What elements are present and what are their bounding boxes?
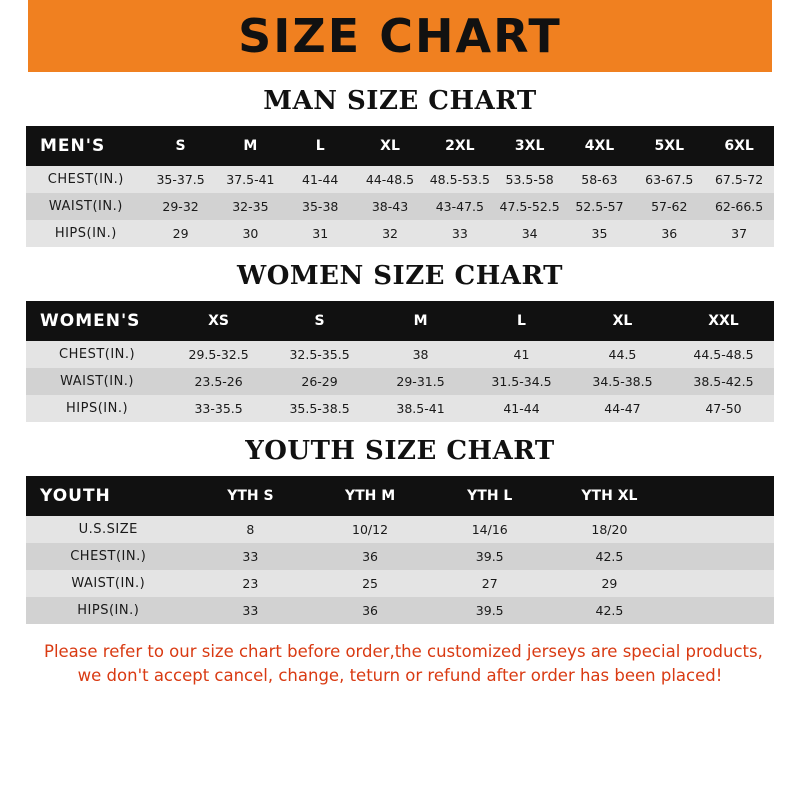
page-title: SIZE CHART [238, 9, 562, 63]
men-col-header-4: 2XL [425, 126, 495, 166]
women-cell-1-4: 34.5-38.5 [572, 368, 673, 395]
men-size-table [26, 126, 774, 247]
youth-cell-1-2: 39.5 [430, 543, 550, 570]
women-cell-0-5: 44.5-48.5 [673, 341, 774, 368]
women-col-header-5: XXL [673, 301, 774, 341]
header-band [0, 0, 800, 72]
women-cell-1-1: 26-29 [269, 368, 370, 395]
youth-cell-1-3: 42.5 [550, 543, 670, 570]
men-table-body [26, 166, 774, 247]
men-col-header-1: M [215, 126, 285, 166]
men-cell-2-8: 37 [704, 220, 774, 247]
table-row [26, 341, 774, 368]
men-row-label-2: HIPS(IN.) [26, 220, 146, 247]
men-cell-2-1: 30 [215, 220, 285, 247]
youth-cell-3-3: 42.5 [550, 597, 670, 624]
youth-cell-0-1: 10/12 [310, 516, 430, 543]
men-cell-2-4: 33 [425, 220, 495, 247]
youth-row-label-1: CHEST(IN.) [26, 543, 191, 570]
men-table-head [26, 126, 774, 166]
youth-cell-3-1: 36 [310, 597, 430, 624]
women-cell-2-4: 44-47 [572, 395, 673, 422]
youth-row-label-0: U.S.SIZE [26, 516, 191, 543]
men-cell-1-1: 32-35 [215, 193, 285, 220]
table-row [26, 516, 774, 543]
women-cell-2-1: 35.5-38.5 [269, 395, 370, 422]
youth-cell-2-0: 23 [191, 570, 311, 597]
youth-cell-3-0: 33 [191, 597, 311, 624]
women-cell-1-0: 23.5-26 [168, 368, 269, 395]
youth-cell-3-spacer [669, 597, 774, 624]
youth-row-label-2: WAIST(IN.) [26, 570, 191, 597]
youth-row-label-3: HIPS(IN.) [26, 597, 191, 624]
women-cell-1-5: 38.5-42.5 [673, 368, 774, 395]
men-cell-0-0: 35-37.5 [146, 166, 216, 193]
youth-cell-3-2: 39.5 [430, 597, 550, 624]
youth-cell-2-1: 25 [310, 570, 430, 597]
men-col-header-3: XL [355, 126, 425, 166]
youth-table-head [26, 476, 774, 516]
youth-size-table [26, 476, 774, 624]
table-row [26, 220, 774, 247]
women-table-body [26, 341, 774, 422]
men-cell-1-8: 62-66.5 [704, 193, 774, 220]
section-title-men: MAN SIZE CHART [263, 86, 537, 116]
men-cell-0-3: 44-48.5 [355, 166, 425, 193]
women-cell-1-3: 31.5-34.5 [471, 368, 572, 395]
men-cell-2-3: 32 [355, 220, 425, 247]
youth-col-header-2: YTH L [430, 476, 550, 516]
youth-cell-2-3: 29 [550, 570, 670, 597]
table-row [26, 543, 774, 570]
women-row-label-header: WOMEN'S [26, 301, 168, 341]
youth-row-label-header: YOUTH [26, 476, 191, 516]
men-col-header-2: L [285, 126, 355, 166]
youth-col-header-3: YTH XL [550, 476, 670, 516]
youth-cell-2-2: 27 [430, 570, 550, 597]
women-cell-2-0: 33-35.5 [168, 395, 269, 422]
women-cell-0-4: 44.5 [572, 341, 673, 368]
men-cell-1-7: 57-62 [634, 193, 704, 220]
youth-cell-0-0: 8 [191, 516, 311, 543]
table-header-row [26, 301, 774, 341]
women-row-label-1: WAIST(IN.) [26, 368, 168, 395]
youth-cell-1-1: 36 [310, 543, 430, 570]
women-row-label-0: CHEST(IN.) [26, 341, 168, 368]
table-row [26, 368, 774, 395]
footer-note-line-2: we don't accept cancel, change, teturn or refund after order has been placed! [77, 665, 723, 685]
men-cell-1-2: 35-38 [285, 193, 355, 220]
men-cell-0-4: 48.5-53.5 [425, 166, 495, 193]
footer-note [26, 640, 774, 688]
men-cell-0-2: 41-44 [285, 166, 355, 193]
table-row [26, 395, 774, 422]
men-col-header-5: 3XL [495, 126, 565, 166]
women-col-header-0: XS [168, 301, 269, 341]
men-row-label-1: WAIST(IN.) [26, 193, 146, 220]
men-col-header-6: 4XL [565, 126, 635, 166]
women-col-header-1: S [269, 301, 370, 341]
men-cell-0-6: 58-63 [565, 166, 635, 193]
youth-cell-1-spacer [669, 543, 774, 570]
men-cell-1-0: 29-32 [146, 193, 216, 220]
men-col-header-7: 5XL [634, 126, 704, 166]
men-cell-0-1: 37.5-41 [215, 166, 285, 193]
women-cell-1-2: 29-31.5 [370, 368, 471, 395]
youth-cell-0-spacer [669, 516, 774, 543]
women-cell-2-5: 47-50 [673, 395, 774, 422]
men-col-header-0: S [146, 126, 216, 166]
men-cell-0-5: 53.5-58 [495, 166, 565, 193]
section-title-youth: YOUTH SIZE CHART [245, 436, 555, 466]
table-row [26, 597, 774, 624]
men-cell-2-6: 35 [565, 220, 635, 247]
men-cell-1-3: 38-43 [355, 193, 425, 220]
youth-cell-0-3: 18/20 [550, 516, 670, 543]
table-row [26, 166, 774, 193]
chart-content [0, 86, 800, 688]
table-row [26, 193, 774, 220]
women-cell-0-2: 38 [370, 341, 471, 368]
youth-col-header-1: YTH M [310, 476, 430, 516]
women-cell-0-1: 32.5-35.5 [269, 341, 370, 368]
men-row-label-header: MEN'S [26, 126, 146, 166]
women-size-table [26, 301, 774, 422]
women-cell-0-0: 29.5-32.5 [168, 341, 269, 368]
men-cell-0-7: 63-67.5 [634, 166, 704, 193]
men-cell-2-5: 34 [495, 220, 565, 247]
table-header-row [26, 476, 774, 516]
men-row-label-0: CHEST(IN.) [26, 166, 146, 193]
women-table-head [26, 301, 774, 341]
women-col-header-3: L [471, 301, 572, 341]
men-col-header-8: 6XL [704, 126, 774, 166]
men-cell-1-5: 47.5-52.5 [495, 193, 565, 220]
youth-cell-0-2: 14/16 [430, 516, 550, 543]
men-cell-2-0: 29 [146, 220, 216, 247]
men-cell-2-2: 31 [285, 220, 355, 247]
women-cell-0-3: 41 [471, 341, 572, 368]
women-cell-2-3: 41-44 [471, 395, 572, 422]
section-title-women: WOMEN SIZE CHART [237, 261, 563, 291]
table-header-row [26, 126, 774, 166]
youth-cell-1-0: 33 [191, 543, 311, 570]
men-cell-1-4: 43-47.5 [425, 193, 495, 220]
women-cell-2-2: 38.5-41 [370, 395, 471, 422]
youth-cell-2-spacer [669, 570, 774, 597]
women-col-header-2: M [370, 301, 471, 341]
women-col-header-4: XL [572, 301, 673, 341]
men-cell-0-8: 67.5-72 [704, 166, 774, 193]
youth-col-header-0: YTH S [191, 476, 311, 516]
youth-col-header-spacer [669, 476, 774, 516]
men-cell-1-6: 52.5-57 [565, 193, 635, 220]
footer-note-line-1: Please refer to our size chart before order,the customized jerseys are special products, [44, 642, 763, 661]
table-row [26, 570, 774, 597]
women-row-label-2: HIPS(IN.) [26, 395, 168, 422]
youth-table-body [26, 516, 774, 624]
men-cell-2-7: 36 [634, 220, 704, 247]
